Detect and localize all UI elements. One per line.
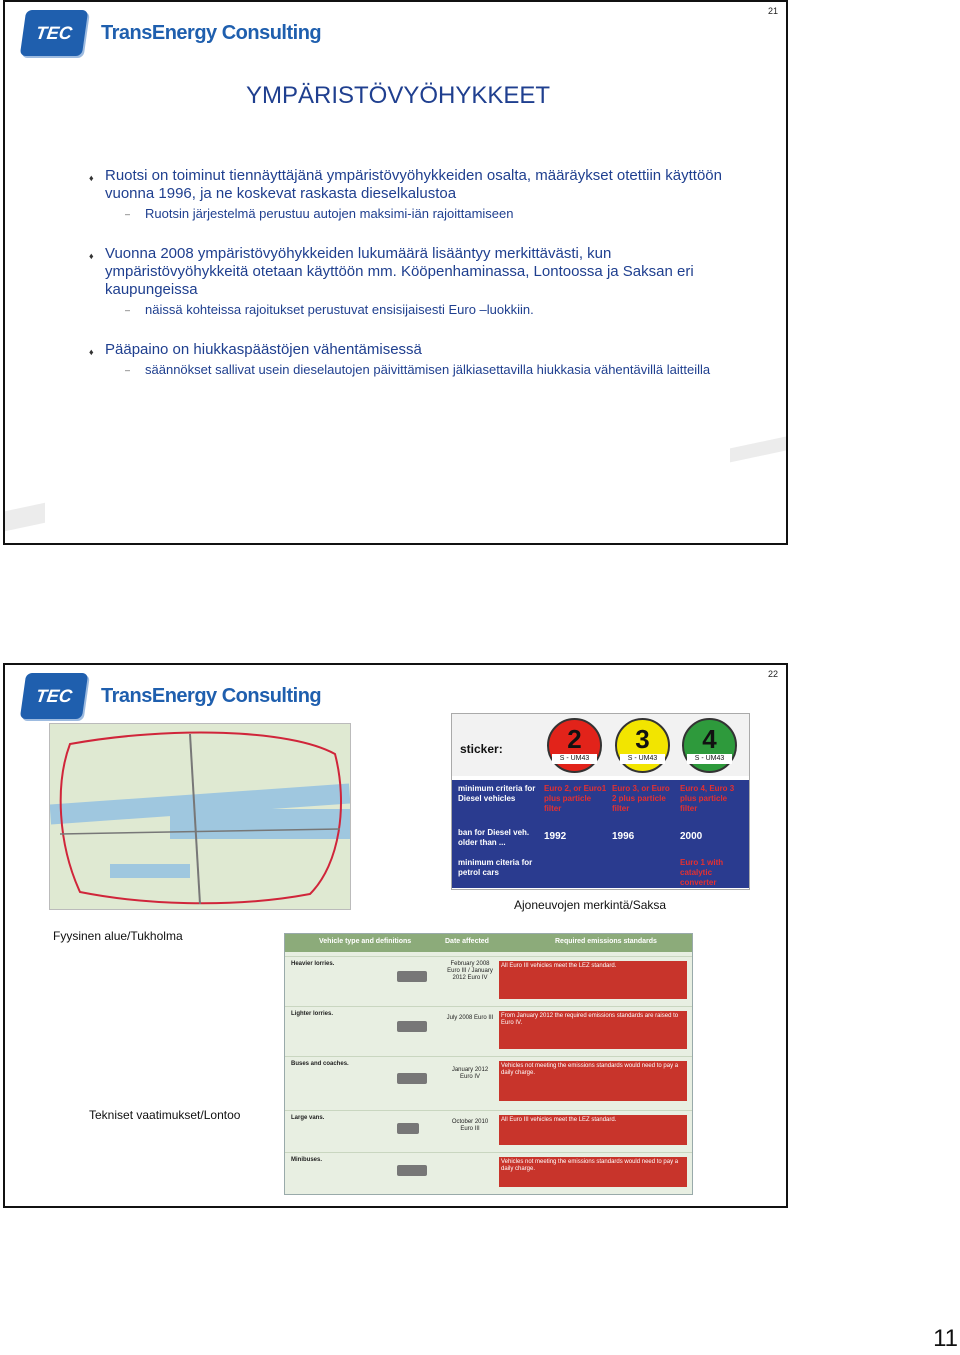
caption-germany: Ajoneuvojen merkintä/Saksa [514, 898, 667, 912]
column-header: Date affected [445, 938, 489, 945]
company-logo [23, 10, 321, 56]
environmental-sticker-table [451, 713, 750, 890]
page-number: 11 [933, 1325, 958, 1352]
lorry-icon [397, 971, 427, 982]
sticker-2-icon: 2 S - UM43 [547, 718, 602, 773]
row-label: minimum citeria for petrol cars [458, 858, 533, 877]
tec-logo-mark: TEC [20, 673, 88, 719]
petrol-criteria-cell: Euro 1 with catalytic converter [680, 858, 724, 887]
table-row: Heavier lorries. February 2008 Euro III / January 2012 Euro IV All Euro III vehicles meet the LEZ standard. [285, 956, 692, 1005]
company-logo [23, 673, 321, 719]
column-header: Vehicle type and definitions [319, 938, 412, 945]
stockholm-map-image [49, 723, 351, 910]
decorative-stripe [5, 503, 45, 532]
van-icon [397, 1123, 419, 1134]
table-row: Minibuses. Vehicles not meeting the emissions standards would need to pay a daily charge. [285, 1152, 692, 1193]
sticker-4-icon: 4 S - UM43 [682, 718, 737, 773]
logo-text: TransEnergy Consulting [101, 21, 322, 44]
tec-logo-mark: TEC [20, 10, 88, 56]
criteria-cell: Euro 4, Euro 3 plus particle filter [680, 784, 735, 813]
table-row: Lighter lorries. July 2008 Euro III From January 2012 the required emissions standards are raised to Euro IV. [285, 1006, 692, 1055]
year-cell: 1996 [612, 831, 635, 842]
decorative-stripe [730, 436, 788, 463]
caption-london: Tekniset vaatimukset/Lontoo [89, 1108, 241, 1122]
slide-title: YMPÄRISTÖVYÖHYKKEET [246, 82, 551, 109]
slide-number: 22 [767, 669, 778, 679]
sub-bullet-item: – säännökset sallivat usein dieselautojen päivittämisen jälkiasettavilla hiukkasia vähentävillä laitteilla [85, 361, 735, 379]
year-cell: 1992 [544, 831, 567, 842]
bus-icon [397, 1073, 427, 1084]
slide-22 [3, 663, 788, 1208]
bullet-list [85, 167, 735, 379]
sticker-3-icon: 3 S - UM43 [615, 718, 670, 773]
criteria-cell: Euro 2, or Euro1 plus particle filter [544, 784, 607, 813]
bullet-item: ♦ Ruotsi on toiminut tiennäyttäjänä ympäristövyöhykkeiden osalta, määräykset otettiin käyttöön vuonna 1996, ja ne koskevat raskasta dieselkalustoa [85, 167, 735, 203]
slide-21 [3, 0, 788, 545]
row-label: ban for Diesel veh. older than ... [458, 828, 530, 847]
zone-boundary-icon [50, 724, 350, 909]
caption-stockholm: Fyysinen alue/Tukholma [53, 929, 183, 943]
london-lez-table [284, 933, 693, 1195]
minibus-icon [397, 1165, 427, 1176]
row-label: minimum criteria for Diesel vehicles [458, 784, 536, 803]
year-cell: 2000 [680, 831, 703, 842]
bullet-item: ♦ Pääpaino on hiukkaspäästöjen vähentämisessä [85, 341, 735, 359]
column-header: Required emissions standards [555, 938, 657, 945]
slide-number: 21 [767, 6, 778, 16]
logo-text: TransEnergy Consulting [101, 684, 322, 707]
sticker-criteria-grid [452, 780, 749, 888]
sticker-label: sticker: [460, 742, 503, 756]
sub-bullet-item: – Ruotsin järjestelmä perustuu autojen maksimi-iän rajoittamiseen [85, 205, 735, 223]
criteria-cell: Euro 3, or Euro 2 plus particle filter [612, 784, 670, 813]
bullet-item: ♦ Vuonna 2008 ympäristövyöhykkeiden lukumäärä lisääntyy merkittävästi, kun ympäristövyöhykkeitä otetaan käyttöön mm. Kööpenhaminassa, Lontoossa ja Saksan eri kaupungeissa [85, 245, 735, 299]
table-row: Buses and coaches. January 2012 Euro IV Vehicles not meeting the emissions standards would need to pay a daily charge. [285, 1056, 692, 1109]
table-row: Large vans. October 2010 Euro III All Euro III vehicles meet the LEZ standard. [285, 1110, 692, 1151]
sub-bullet-item: – näissä kohteissa rajoitukset perustuvat ensisijaisesti Euro –luokkiin. [85, 301, 735, 319]
lorry-icon [397, 1021, 427, 1032]
